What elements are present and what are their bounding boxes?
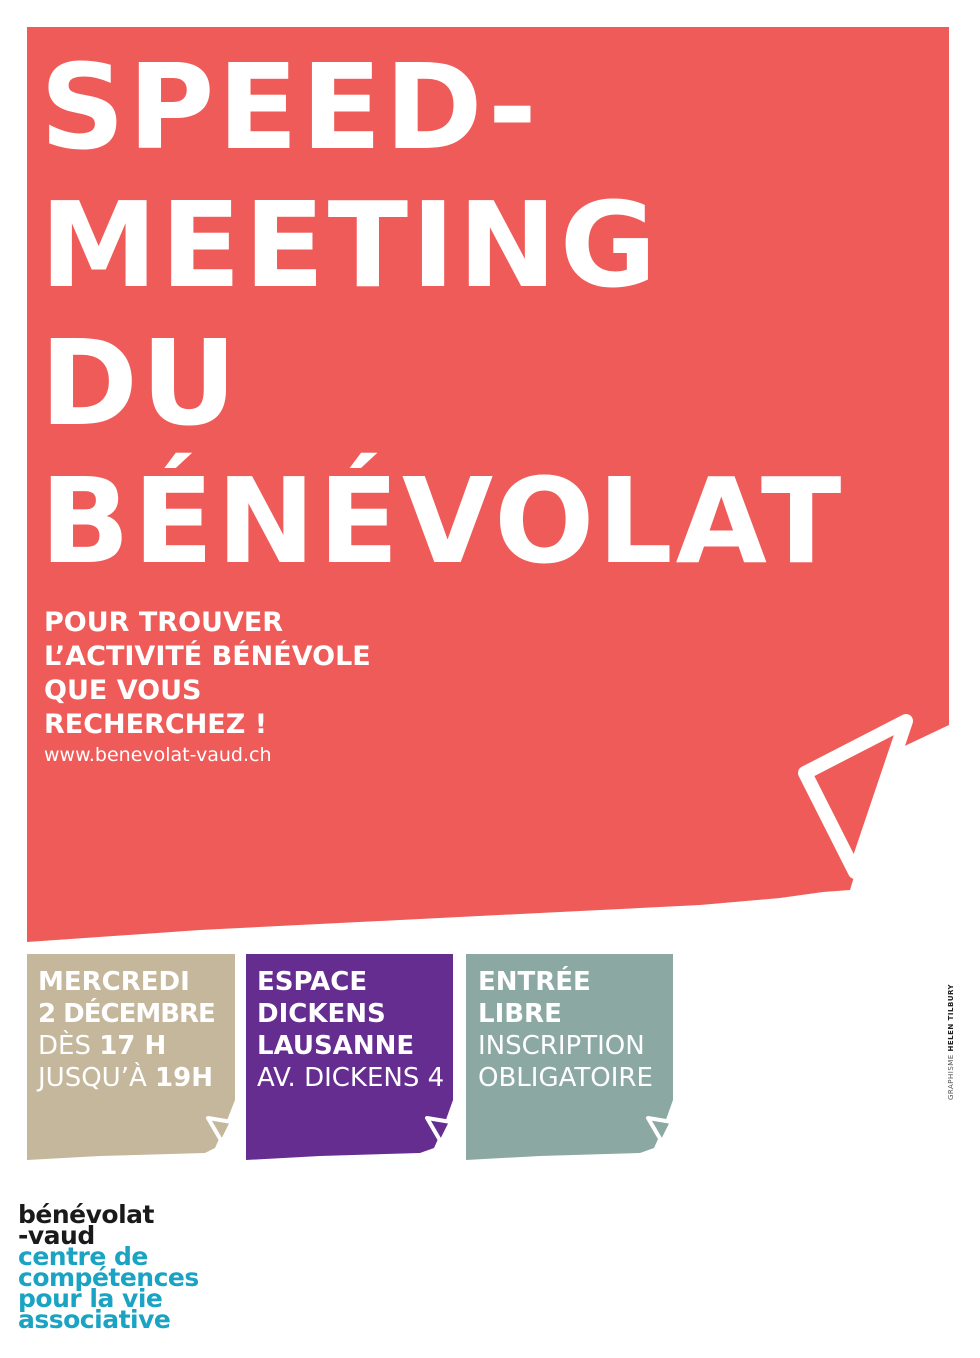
- entry-info: [478, 966, 653, 1094]
- entry-line-2: LIBRE: [478, 999, 562, 1029]
- logo-line-6: associative: [18, 1305, 171, 1334]
- place-address: AV. DICKENS 4: [257, 1063, 445, 1093]
- title-line-2: MEETING: [40, 176, 660, 314]
- date-date: 2 DÉCEMBRE: [38, 999, 215, 1029]
- place-line-1: ESPACE: [257, 967, 368, 997]
- date-to: [38, 1062, 215, 1094]
- place-line-3: LAUSANNE: [257, 1031, 415, 1061]
- title-line-1: SPEED-: [40, 38, 540, 176]
- logo-line-5: pour la vie: [18, 1284, 163, 1313]
- tagline-line-1: POUR TROUVER: [44, 607, 284, 638]
- date-from-prefix: DÈS: [38, 1031, 100, 1061]
- date-day: MERCREDI: [38, 967, 190, 997]
- entry-line-1: ENTRÉE: [478, 967, 591, 997]
- date-from: [38, 1030, 215, 1062]
- benevolat-vaud-logo: [18, 1200, 199, 1334]
- logo-line-2: -vaud: [18, 1221, 95, 1250]
- place-line-2: DICKENS: [257, 999, 386, 1029]
- date-to-prefix: JUSQU’À: [38, 1063, 156, 1093]
- entry-line-4: OBLIGATOIRE: [478, 1063, 653, 1093]
- tagline: [44, 606, 371, 742]
- tagline-line-4: RECHERCHEZ !: [44, 709, 268, 740]
- tagline-line-2: L’ACTIVITÉ BÉNÉVOLE: [44, 641, 371, 672]
- design-credit: [947, 984, 955, 1100]
- logo-line-4: compétences: [18, 1263, 199, 1292]
- tagline-line-3: QUE VOUS: [44, 675, 202, 706]
- title-line-3: DU: [40, 314, 240, 452]
- date-to-time: 19H: [155, 1063, 213, 1093]
- place-info: [257, 966, 444, 1094]
- credit-prefix: GRAPHISME: [947, 1051, 955, 1100]
- date-info: [38, 966, 215, 1094]
- logo-line-3: centre de: [18, 1242, 148, 1271]
- entry-line-3: INSCRIPTION: [478, 1031, 645, 1061]
- website-link[interactable]: www.benevolat-vaud.ch: [44, 744, 272, 766]
- title-line-4: BÉNÉVOLAT: [40, 452, 845, 590]
- credit-name: HELEN TILBURY: [947, 983, 955, 1052]
- logo-line-1: bénévolat: [18, 1200, 154, 1229]
- date-from-time: 17 H: [99, 1031, 167, 1061]
